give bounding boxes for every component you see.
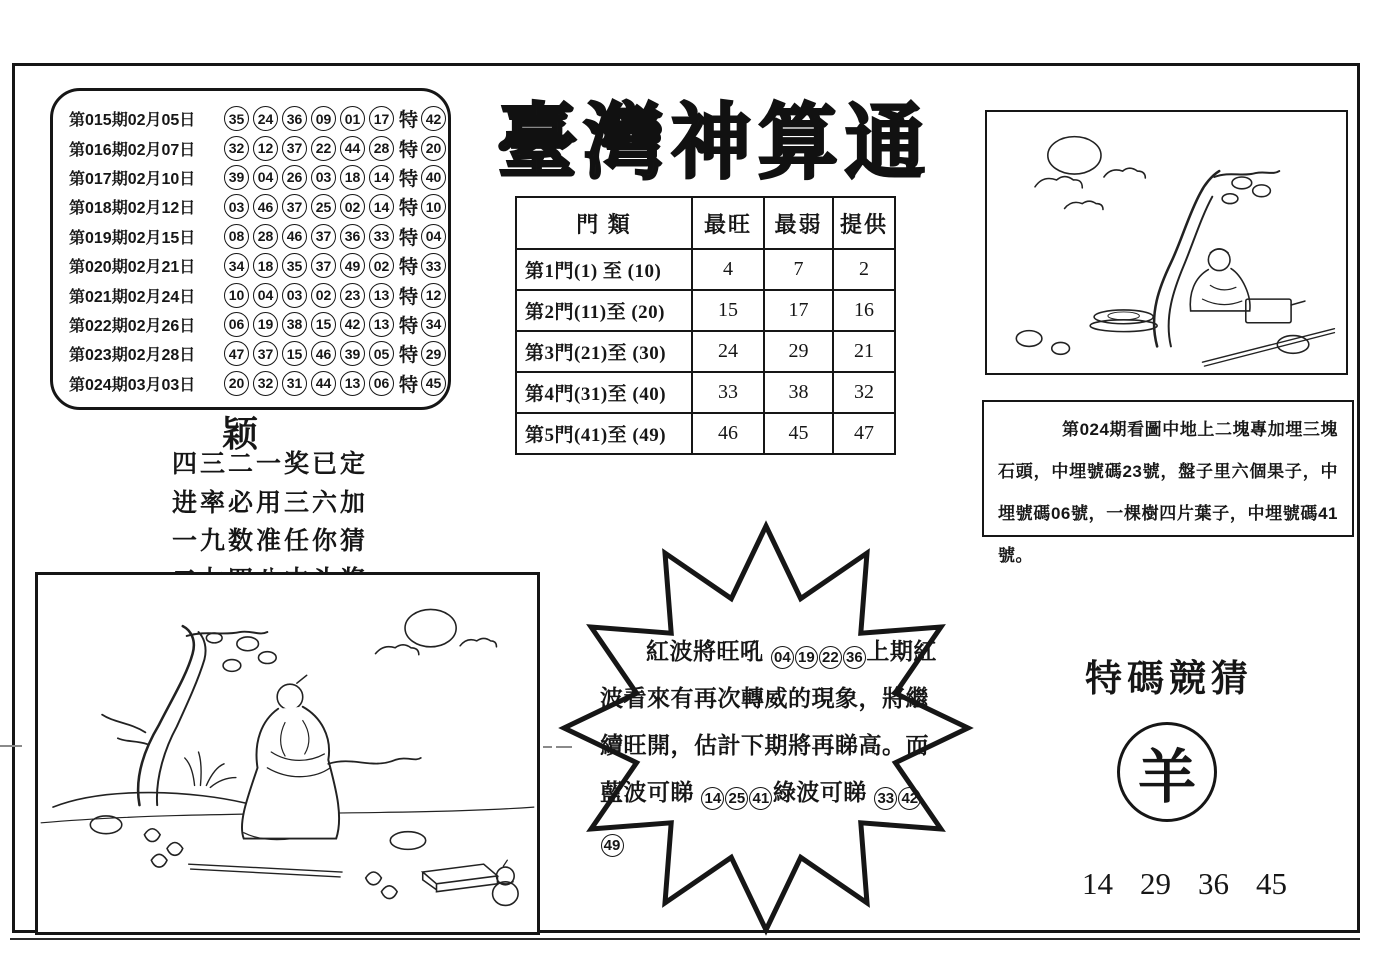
number-ball: 24 — [253, 106, 278, 131]
special-number-ball: 45 — [421, 371, 446, 396]
number-ball: 04 — [253, 283, 278, 308]
draw-label: 第021期02月24日 — [69, 288, 196, 306]
special-number-ball: 42 — [421, 106, 446, 131]
cloud-icon — [376, 645, 419, 655]
stone — [390, 832, 425, 850]
text-run: 紅波將旺吼 — [646, 638, 771, 664]
number-ball: 06 — [224, 312, 249, 337]
text-run: 綠波可睇 — [772, 779, 874, 805]
number-ball: 35 — [224, 106, 249, 131]
cloud-icon — [1104, 168, 1145, 178]
circled-number: 49 — [601, 834, 624, 857]
ingot — [167, 843, 183, 856]
page-title: 臺灣神算通 — [497, 99, 932, 190]
column-header: 門 類 — [516, 197, 692, 249]
guess-number: 36 — [1198, 866, 1229, 901]
ingot — [366, 872, 382, 885]
number-ball: 38 — [282, 312, 307, 337]
value-cell: 16 — [833, 290, 895, 331]
category-cell: 第4門(31)至 (40) — [516, 372, 692, 413]
tree-trunk-inner — [157, 632, 206, 805]
value-cell: 46 — [692, 413, 764, 454]
books — [423, 864, 498, 892]
number-ball: 36 — [340, 224, 365, 249]
number-ball: 19 — [253, 312, 278, 337]
mound — [53, 793, 246, 808]
number-ball: 36 — [282, 106, 307, 131]
bottom-rule — [10, 938, 1360, 940]
circled-number: 36 — [843, 646, 866, 669]
number-ball: 12 — [253, 136, 278, 161]
special-guess-title: 特碼競猜 — [1085, 659, 1253, 700]
value-cell: 2 — [833, 249, 895, 290]
number-ball: 02 — [311, 283, 336, 308]
cloud-icon — [1035, 177, 1082, 188]
man-robe — [242, 707, 339, 839]
number-ball: 17 — [369, 106, 394, 131]
circled-number: 33 — [874, 787, 897, 810]
number-ball: 26 — [282, 165, 307, 190]
number-ball: 09 — [311, 106, 336, 131]
circled-number: 22 — [819, 646, 842, 669]
number-ball: 03 — [311, 165, 336, 190]
value-cell: 38 — [764, 372, 833, 413]
number-ball: 42 — [340, 312, 365, 337]
leaf-icon — [1232, 177, 1252, 189]
number-ball: 47 — [224, 341, 249, 366]
ribbon — [328, 758, 420, 764]
cloud-icon — [1065, 201, 1103, 209]
number-ball: 37 — [282, 136, 307, 161]
te-marker: 特 — [398, 374, 418, 396]
number-ball: 32 — [224, 136, 249, 161]
value-cell: 7 — [764, 249, 833, 290]
te-marker: 特 — [398, 227, 418, 249]
tree-trunk — [138, 626, 194, 805]
result-row — [69, 133, 448, 162]
result-row — [69, 251, 448, 280]
number-ball: 37 — [311, 224, 336, 249]
draw-label: 第017期02月10日 — [69, 170, 196, 188]
number-ball: 37 — [311, 253, 336, 278]
robe-folds — [1202, 285, 1241, 304]
te-marker: 特 — [398, 345, 418, 367]
cloud-icon — [460, 638, 496, 646]
zodiac-character: 羊 — [1137, 745, 1196, 810]
table-row — [516, 413, 895, 454]
circled-number: 41 — [749, 787, 772, 810]
special-number-ball: 29 — [421, 341, 446, 366]
plate — [1090, 320, 1157, 332]
circled-number: 25 — [725, 787, 748, 810]
draw-label: 第022期02月26日 — [69, 317, 196, 335]
number-ball: 02 — [369, 253, 394, 278]
number-ball: 03 — [282, 283, 307, 308]
fortune-table — [515, 196, 896, 455]
number-ball: 13 — [340, 371, 365, 396]
kneeling-man-drawing — [38, 575, 537, 932]
number-ball: 37 — [253, 341, 278, 366]
hint-box: 第024期看圖中地上二塊專加埋三塊石頭，中埋號碼23號，盤子里六個果子，中埋號碼06號，一棵樹四片葉子，中埋號碼41號。 — [982, 400, 1354, 537]
value-cell: 45 — [764, 413, 833, 454]
circled-number: 04 — [771, 646, 794, 669]
te-marker: 特 — [398, 315, 418, 337]
value-cell: 33 — [692, 372, 764, 413]
result-row — [69, 280, 448, 309]
number-ball: 39 — [224, 165, 249, 190]
leaf-icon — [206, 633, 222, 643]
box-handle — [1291, 301, 1305, 305]
draw-label: 第023期02月28日 — [69, 347, 196, 365]
draw-label: 第020期02月21日 — [69, 259, 196, 277]
special-number-ball: 33 — [421, 253, 446, 278]
number-ball: 39 — [340, 341, 365, 366]
value-cell: 17 — [764, 290, 833, 331]
verse-line: 进率必用三六加 — [172, 489, 369, 517]
topknot — [297, 675, 307, 683]
result-row — [69, 104, 448, 133]
number-ball: 05 — [369, 341, 394, 366]
number-ball: 20 — [224, 371, 249, 396]
result-row — [69, 369, 448, 398]
special-number-ball: 34 — [421, 312, 446, 337]
leaf-icon — [223, 660, 241, 672]
number-ball: 14 — [369, 194, 394, 219]
starburst-text — [600, 628, 942, 863]
leaf-icon — [258, 652, 276, 664]
table-row — [516, 290, 895, 331]
draw-label: 第024期03月03日 — [69, 376, 196, 394]
value-cell: 29 — [764, 331, 833, 372]
number-ball: 01 — [340, 106, 365, 131]
number-ball: 44 — [311, 371, 336, 396]
ingot — [144, 829, 160, 842]
zodiac-circle — [1117, 722, 1217, 822]
table-header-row — [516, 197, 895, 249]
tree-branch — [1214, 171, 1279, 177]
sage-under-tree-illustration — [985, 110, 1348, 375]
crop-mark — [556, 746, 572, 748]
guess-number: 14 — [1082, 866, 1113, 901]
category-cell: 第5門(41)至 (49) — [516, 413, 692, 454]
chest-box — [1246, 299, 1291, 323]
result-row — [69, 222, 448, 251]
draw-label: 第016期02月07日 — [69, 141, 196, 159]
number-ball: 44 — [340, 136, 365, 161]
sun-icon — [1048, 137, 1101, 174]
te-marker: 特 — [398, 198, 418, 220]
guess-number: 45 — [1256, 866, 1287, 901]
number-ball: 06 — [369, 371, 394, 396]
te-marker: 特 — [398, 286, 418, 308]
number-ball: 28 — [369, 136, 394, 161]
number-ball: 49 — [340, 253, 365, 278]
value-cell: 4 — [692, 249, 764, 290]
grass-tuft — [185, 752, 236, 787]
number-ball: 18 — [253, 253, 278, 278]
value-cell: 21 — [833, 331, 895, 372]
number-ball: 25 — [311, 194, 336, 219]
draw-label: 第019期02月15日 — [69, 229, 196, 247]
number-ball: 18 — [340, 165, 365, 190]
circled-number: 19 — [795, 646, 818, 669]
crop-mark — [543, 746, 552, 748]
te-marker: 特 — [398, 139, 418, 161]
number-ball: 46 — [311, 341, 336, 366]
number-ball: 13 — [369, 283, 394, 308]
number-ball: 15 — [311, 312, 336, 337]
special-number-ball: 10 — [421, 194, 446, 219]
verse-line: 四三二一奖已定 — [172, 451, 369, 478]
special-number-ball: 20 — [421, 136, 446, 161]
gourd-tie — [497, 860, 513, 884]
text-run: 上期紅波看來有再次轉威的現象，將繼續旺開，估計下期將再睇高。而藍波可睇 — [600, 638, 937, 805]
number-ball: 37 — [282, 194, 307, 219]
sage-hat — [1210, 249, 1228, 253]
table-row — [516, 372, 895, 413]
value-cell: 47 — [833, 413, 895, 454]
value-cell: 15 — [692, 290, 764, 331]
guess-number: 29 — [1140, 866, 1171, 901]
draw-label: 第015期02月05日 — [69, 112, 196, 130]
number-ball: 31 — [282, 371, 307, 396]
number-ball: 23 — [340, 283, 365, 308]
column-header: 最旺 — [692, 197, 764, 249]
category-cell: 第1門(1) 至 (10) — [516, 249, 692, 290]
te-marker: 特 — [398, 257, 418, 279]
table-row — [516, 249, 895, 290]
number-ball: 34 — [224, 253, 249, 278]
stone — [1052, 342, 1070, 354]
result-row — [69, 310, 448, 339]
te-marker: 特 — [398, 110, 418, 132]
man-head — [277, 684, 303, 710]
number-ball: 02 — [340, 194, 365, 219]
draw-label: 第018期02月12日 — [69, 200, 196, 218]
category-cell: 第3門(21)至 (30) — [516, 331, 692, 372]
plate-fruit — [1108, 312, 1140, 320]
result-row — [69, 163, 448, 192]
number-ball: 03 — [224, 194, 249, 219]
leaf-icon — [1253, 185, 1271, 197]
verse-line: 一九数准任你猜 — [172, 528, 369, 555]
circled-number: 42 — [898, 787, 921, 810]
number-ball: 46 — [253, 194, 278, 219]
column-header: 最弱 — [764, 197, 833, 249]
leaf-icon — [237, 637, 259, 651]
result-row — [69, 192, 448, 221]
table-row — [516, 331, 895, 372]
stick — [1202, 329, 1334, 366]
number-ball: 22 — [311, 136, 336, 161]
value-cell: 24 — [692, 331, 764, 372]
ingot — [381, 886, 397, 899]
column-header: 提供 — [833, 197, 895, 249]
stone — [1277, 336, 1309, 354]
number-ball: 08 — [224, 224, 249, 249]
verse-heading: 颖 — [221, 414, 258, 454]
sun-icon — [405, 609, 456, 646]
kneeling-man-illustration — [35, 572, 540, 935]
number-ball: 13 — [369, 312, 394, 337]
guess-numbers — [1082, 866, 1287, 902]
number-ball: 28 — [253, 224, 278, 249]
sage-under-tree-drawing — [987, 112, 1346, 373]
number-ball: 10 — [224, 283, 249, 308]
number-ball: 14 — [369, 165, 394, 190]
ingot — [151, 854, 167, 867]
result-row — [69, 339, 448, 368]
special-number-ball: 12 — [421, 283, 446, 308]
category-cell: 第2門(11)至 (20) — [516, 290, 692, 331]
value-cell: 32 — [833, 372, 895, 413]
crop-mark — [0, 745, 22, 747]
number-ball: 15 — [282, 341, 307, 366]
number-ball: 32 — [253, 371, 278, 396]
te-marker: 特 — [398, 168, 418, 190]
number-ball: 04 — [253, 165, 278, 190]
draw-results-box — [50, 88, 451, 410]
stone — [1016, 331, 1042, 347]
number-ball: 33 — [369, 224, 394, 249]
stick — [189, 864, 342, 877]
special-number-ball: 04 — [421, 224, 446, 249]
number-ball: 35 — [282, 253, 307, 278]
number-ball: 46 — [282, 224, 307, 249]
leaf-icon — [1222, 194, 1238, 204]
special-number-ball: 40 — [421, 165, 446, 190]
circled-number: 14 — [701, 787, 724, 810]
tree-branch-left — [102, 715, 147, 745]
